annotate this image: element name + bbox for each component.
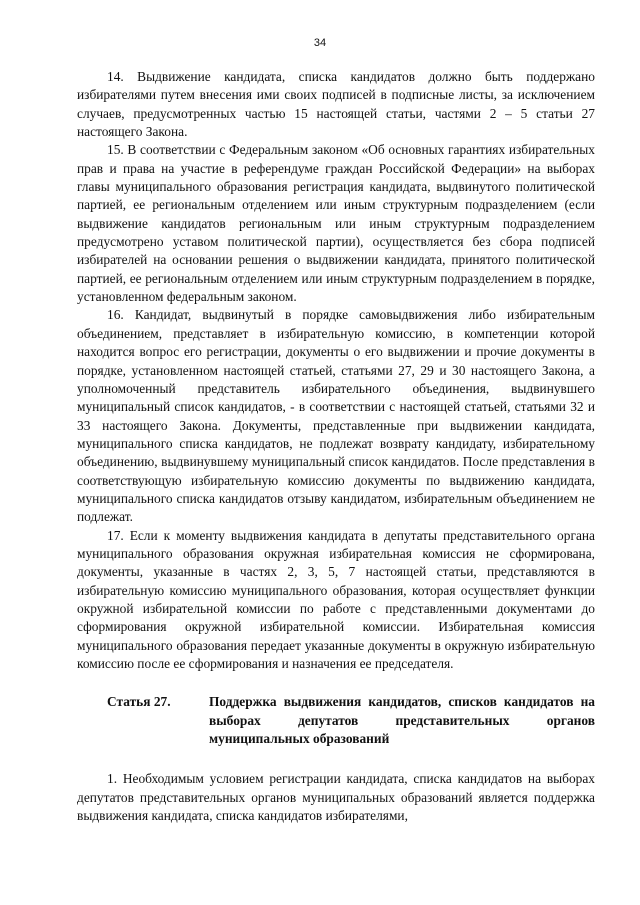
paragraph-16: 16. Кандидат, выдвинутый в порядке самовыдвижения либо избирательным объединением, представляет в избирательную комиссию, в компетенции которой находится вопрос его регистрации, документы о его выдвижении и прочие документы в порядке, установленном настоящей статьей, статьями 27, 29 и 30 настоящего Закона, а уполномоченный представитель избирательного объединения, выдвинувшего муниципальный список кандидатов, - в соответствии с настоящей статьей, статьями 32 и 33 настоящего Закона. Документы, представленные при выдвижении кандидата, муниципального списка кандидатов, не подлежат возврату кандидату, избирательному объединению, выдвинувшему муниципальный список кандидатов. После представления в соответствующую избирательную комиссию документы по выдвижению кандидата, муниципального списка кандидатов отзыву кандидатом, избирательным объединением не подлежат.: [77, 307, 595, 525]
paragraph-14: 14. Выдвижение кандидата, списка кандидатов должно быть поддержано избирателями путем внесения ими своих подписей в подписные листы, за исключением случаев, предусмотренных частью 15 настоящей статьи, частями 2 – 5 статьи 27 настоящего Закона.: [77, 69, 595, 140]
paragraph-15: 15. В соответствии с Федеральным законом «Об основных гарантиях избирательных прав и права на участие в референдуме граждан Российской Федерации» на выборах главы муниципального образования регистрация кандидата, выдвинутого политической партией, ее региональным отделением или иным структурным подразделением (если выдвижение кандидатов региональным или иным структурным подразделением предусмотрено уставом политической партии), осуществляется без сбора подписей избирателей на основании решения о выдвижении кандидата, принятого политической партией, ее региональным отделением или иным структурным подразделением в порядке, установленном федеральным законом.: [77, 142, 595, 305]
page-number: 34: [313, 37, 327, 49]
document-body: [77, 68, 595, 825]
article-27-paragraph-1: 1. Необходимым условием регистрации кандидата, списка кандидатов на выборах депутатов представительных органов муниципальных образований является поддержка выдвижения кандидата, списка кандидатов избирателями,: [77, 771, 595, 824]
paragraph-17: 17. Если к моменту выдвижения кандидата в депутаты представительного органа муниципального образования окружная избирательная комиссия не сформирована, документы, указанные в частях 2, 3, 5, 7 настоящей статьи, представляются в избирательную комиссию муниципального образования, которая осуществляет функции окружной избирательной комиссии по работе с представленными документами до сформирования окружной избирательной комиссии. Избирательная комиссия муниципального образования передает указанные документы в окружную избирательную комиссию после ее сформирования и назначения ее председателя.: [77, 527, 595, 671]
article-title: Поддержка выдвижения кандидатов, списков кандидатов на выборах депутатов представительных органов муниципальных образований: [209, 694, 595, 747]
article-label: Статья 27.: [107, 694, 171, 710]
article-heading: [77, 693, 595, 748]
